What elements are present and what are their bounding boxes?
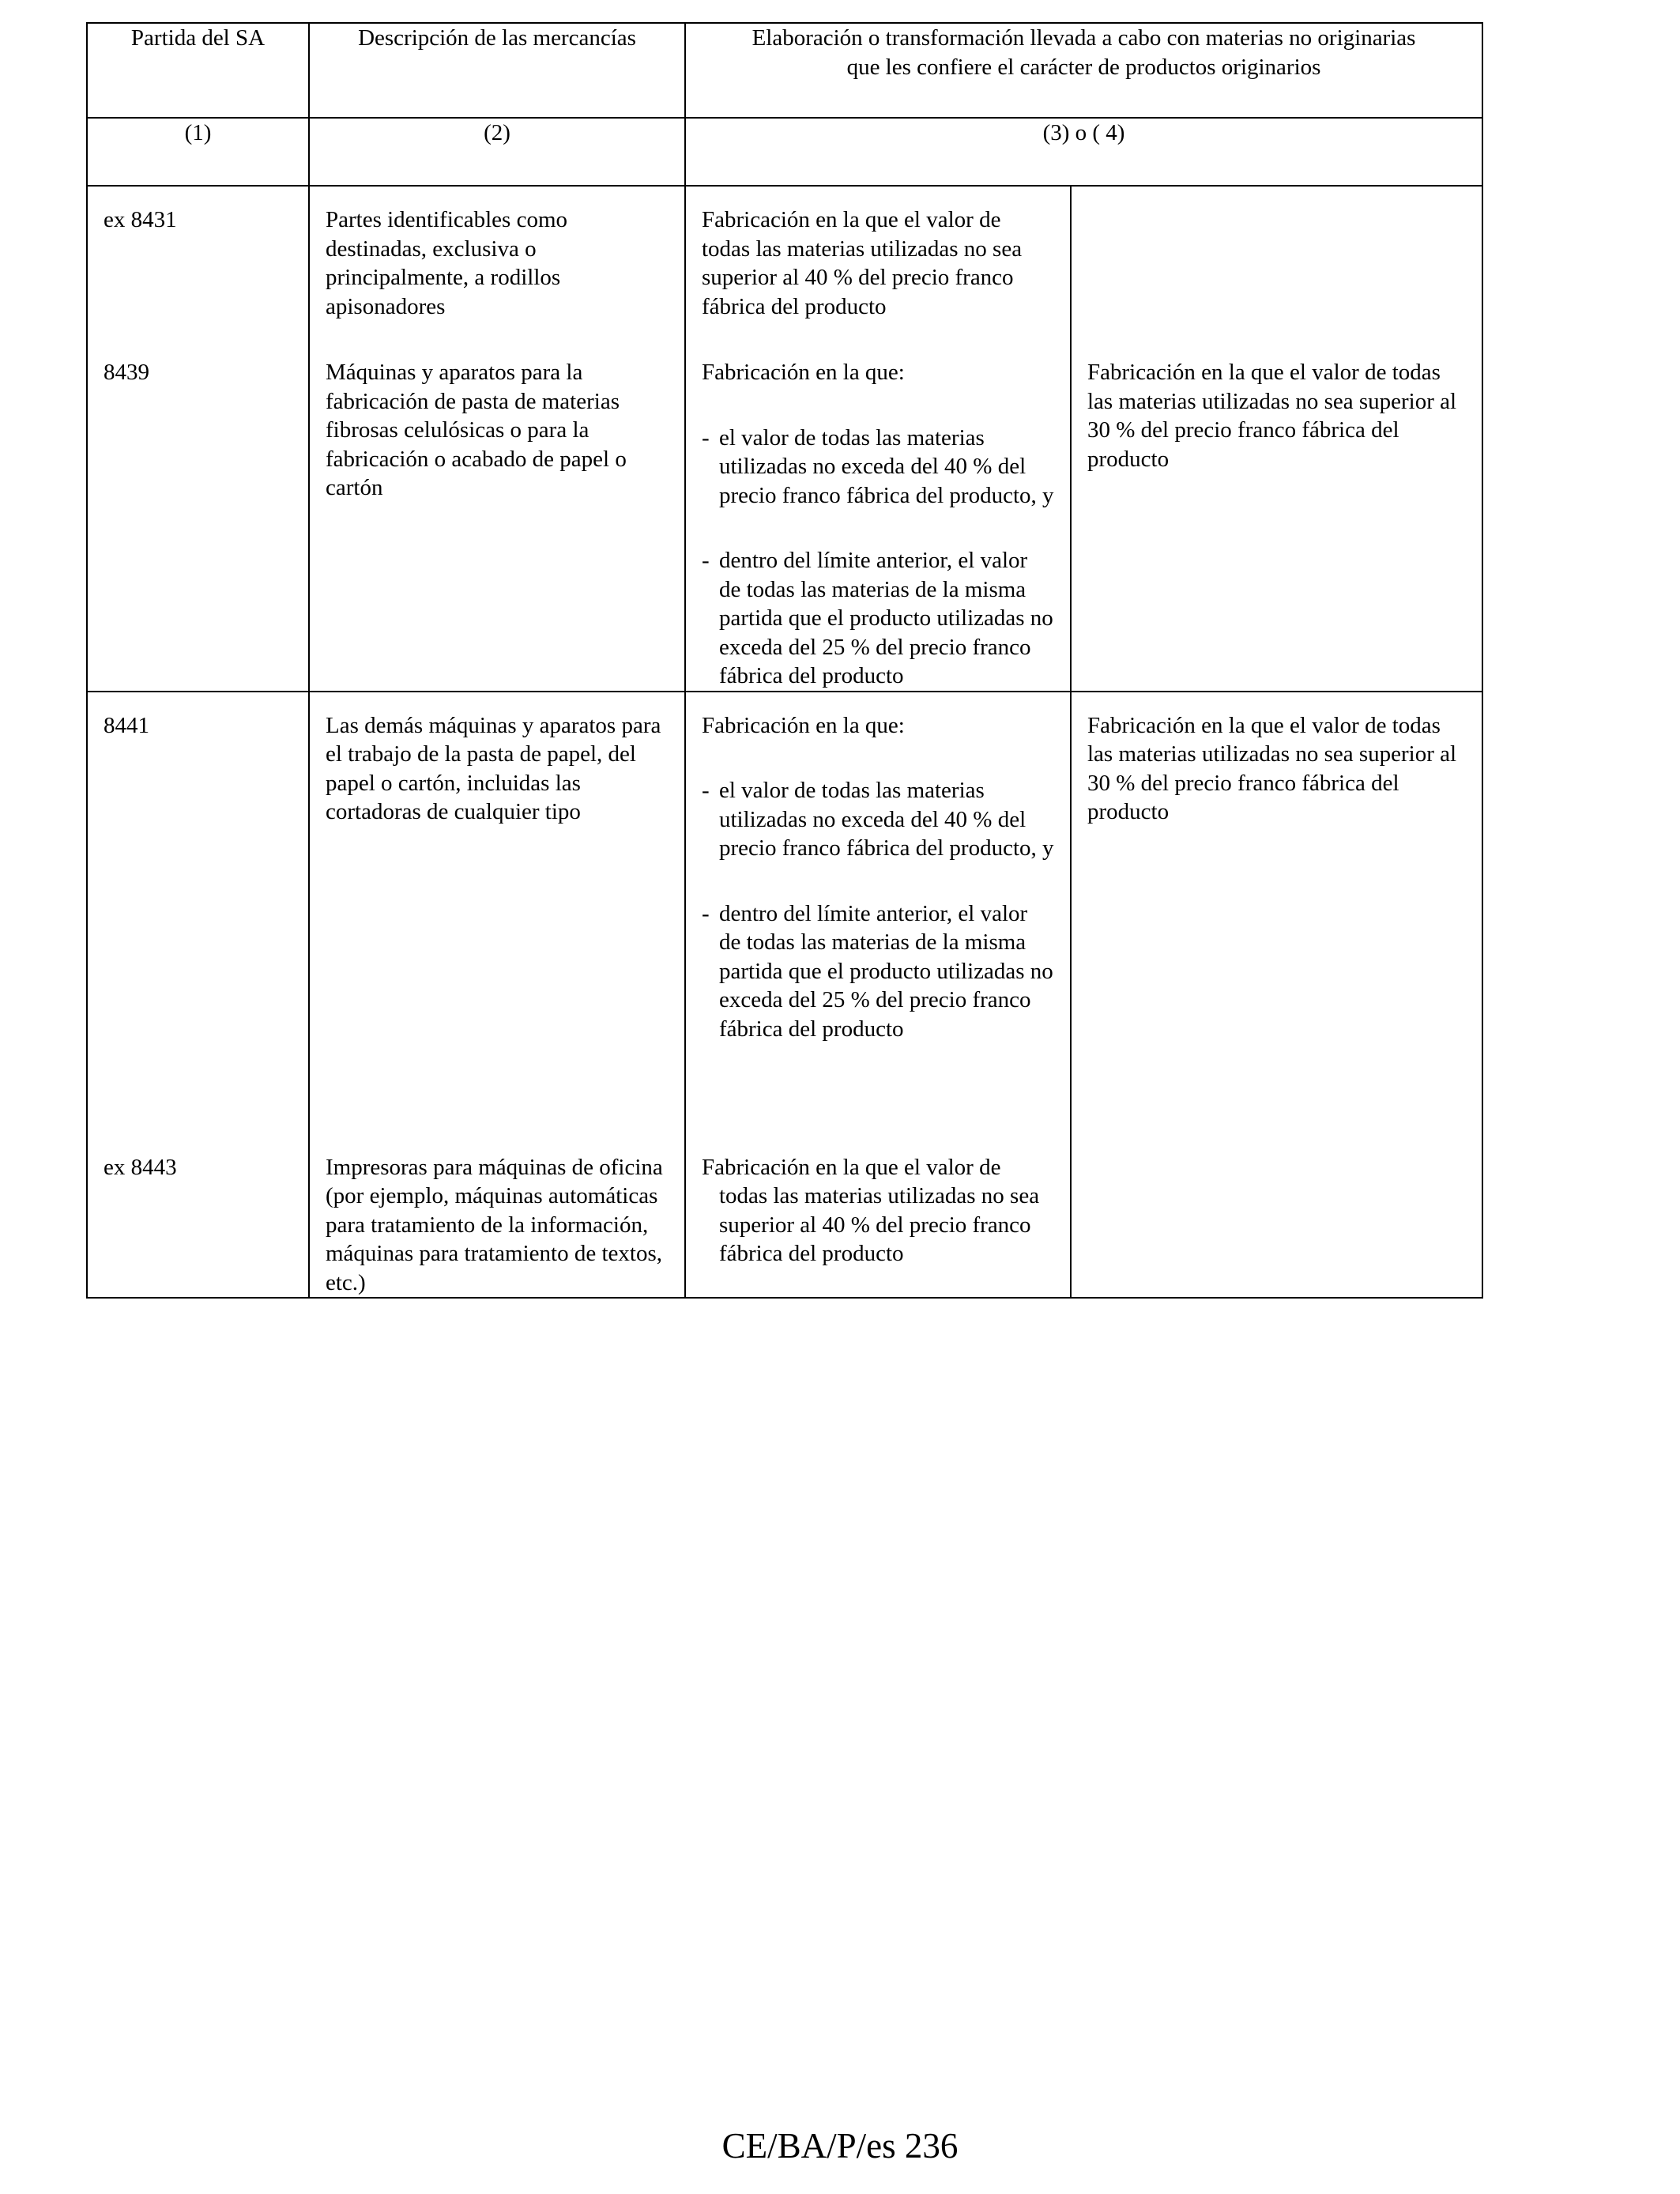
rule-4-8439: Fabricación en la que el valor de todas las materias utilizadas no sea superior al 30 % del precio franco fábrica del producto — [1087, 360, 1457, 472]
header-elaboracion-line2: que les confiere el carácter de productos originarios — [846, 54, 1321, 80]
rule-3-cell — [685, 186, 1071, 692]
rule-ex-8431: Fabricación en la que el valor de todas las materias utilizadas no sea superior al 40 % del precio franco fábrica del producto — [702, 207, 1023, 319]
rule-ex-8443: Fabricación en la que el valor de todas las materias utilizadas no sea superior al 40 % del precio franco fábrica del producto — [702, 1154, 1040, 1266]
dash-marker: - — [702, 900, 710, 926]
rule-8441-intro: Fabricación en la que: — [702, 712, 905, 738]
code-cell — [87, 186, 309, 692]
header-elaboracion-line1: Elaboración o transformación llevada a cabo con materias no originarias — [751, 25, 1416, 51]
rules-table — [86, 22, 1483, 1299]
code-8439: 8439 — [104, 360, 149, 385]
rule-8441-item-2-text: dentro del límite anterior, el valor de todas las materias de la misma partida que el producto utilizadas no exceda del 25 % del precio franco fábrica del producto — [719, 900, 1053, 1042]
description-8439: Máquinas y aparatos para la fabricación de pasta de materias fibrosas celulósicas o para la fabricación o acabado de papel o cartón — [326, 360, 627, 500]
dash-marker: - — [702, 424, 710, 450]
description-cell — [309, 186, 685, 692]
description-ex-8431: Partes identificables como destinadas, exclusiva o principalmente, a rodillos apisonadores — [326, 207, 568, 319]
table-row — [87, 186, 1482, 692]
rule-8439-intro: Fabricación en la que: — [702, 360, 905, 385]
code-ex-8431: ex 8431 — [104, 207, 177, 232]
header-descripcion: Descripción de las mercancías — [309, 23, 685, 118]
header-elaboracion — [685, 23, 1482, 118]
code-8441: 8441 — [104, 712, 149, 738]
rule-4-cell — [1071, 692, 1482, 1299]
column-number-row — [87, 118, 1482, 186]
dash-marker: - — [702, 778, 710, 803]
description-ex-8443: Impresoras para máquinas de oficina (por ejemplo, máquinas automáticas para tratamiento de la información, máquinas para tratamiento de textos, etc.) — [326, 1154, 663, 1295]
description-cell — [309, 692, 685, 1299]
rule-8441-item-1-text: el valor de todas las materias utilizadas no exceda del 40 % del precio franco fábrica del producto, y — [719, 778, 1054, 861]
rule-3-cell — [685, 692, 1071, 1299]
header-partida: Partida del SA — [87, 23, 309, 118]
rule-8439-item-2-text: dentro del límite anterior, el valor de todas las materias de la misma partida que el producto utilizadas no exceda del 25 % del precio franco fábrica del producto — [719, 548, 1053, 688]
rule-4-cell — [1071, 186, 1482, 692]
code-ex-8443: ex 8443 — [104, 1154, 177, 1180]
description-8441: Las demás máquinas y aparatos para el trabajo de la pasta de papel, del papel o cartón, incluidas las cortadoras de cualquier tipo — [326, 712, 661, 824]
rule-8439-item-1 — [702, 424, 1054, 511]
column-number-3-4: (3) o ( 4) — [685, 118, 1482, 186]
table-row — [87, 692, 1482, 1299]
rule-8439-item-1-text: el valor de todas las materias utilizadas no exceda del 40 % del precio franco fábrica del producto, y — [719, 424, 1054, 508]
dash-marker: - — [702, 548, 710, 573]
rule-8441-item-1 — [702, 776, 1054, 863]
rule-4-ex-8431 — [1087, 205, 1466, 321]
table-header-row — [87, 23, 1482, 118]
rule-4-8441: Fabricación en la que el valor de todas las materias utilizadas no sea superior al 30 % del precio franco fábrica del producto — [1087, 712, 1457, 824]
page-footer-reference: CE/BA/P/es 236 — [721, 2126, 959, 2166]
column-number-1: (1) — [87, 118, 309, 186]
column-number-2: (2) — [309, 118, 685, 186]
rule-8441-item-2 — [702, 899, 1054, 1044]
code-cell — [87, 692, 309, 1299]
rule-8439-item-2 — [702, 546, 1054, 691]
